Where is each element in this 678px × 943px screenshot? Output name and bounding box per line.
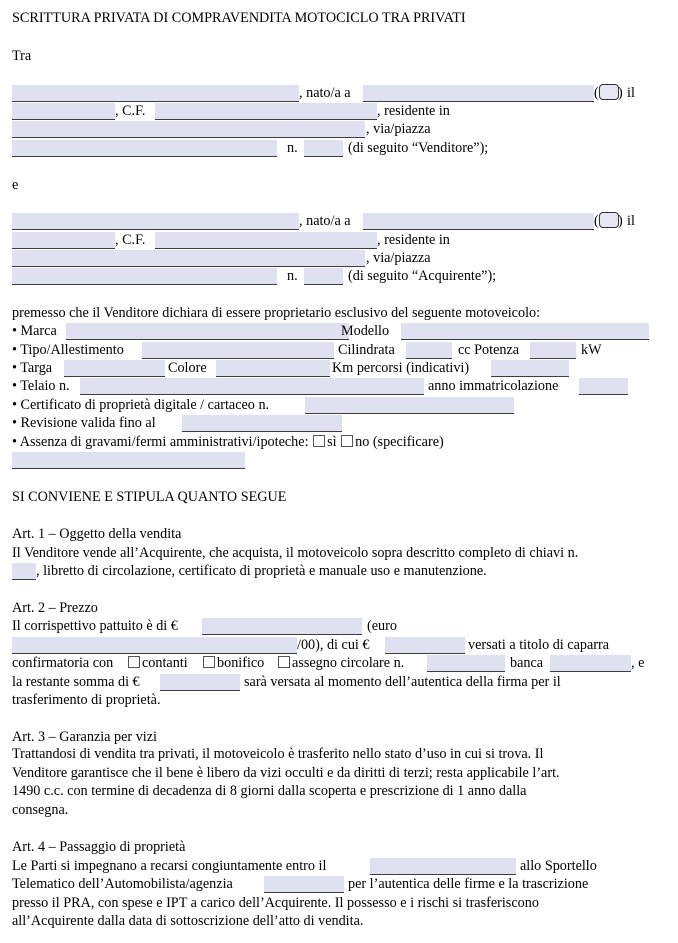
buyer-birthplace-field[interactable] <box>363 213 594 230</box>
banca-field[interactable] <box>550 655 631 672</box>
seller-birthplace-field[interactable] <box>363 85 594 102</box>
buyer-number-field[interactable] <box>304 268 343 285</box>
telaio-field[interactable] <box>80 378 424 395</box>
cilindrata-field[interactable] <box>406 342 452 359</box>
targa-field[interactable] <box>64 360 165 377</box>
agenzia-field[interactable] <box>264 876 344 893</box>
buyer-street-field[interactable] <box>12 268 277 285</box>
assegno-checkbox[interactable] <box>278 656 290 668</box>
km-field[interactable] <box>491 360 569 377</box>
marca-field[interactable] <box>66 323 349 340</box>
assegno-field[interactable] <box>427 655 505 672</box>
conviene-heading: SI CONVIENE E STIPULA QUANTO SEGUE <box>12 489 287 505</box>
entro-data-field[interactable] <box>370 858 516 875</box>
buyer-residence-field[interactable] <box>12 250 365 267</box>
art2-heading: Art. 2 – Prezzo <box>12 600 98 616</box>
specificare-field[interactable] <box>12 452 245 469</box>
seller-province-field[interactable] <box>599 84 619 100</box>
chiavi-field[interactable] <box>12 563 36 580</box>
buyer-cf-field[interactable] <box>155 232 377 249</box>
seller-birthdate-field[interactable] <box>12 103 115 120</box>
bonifico-checkbox[interactable] <box>203 656 215 668</box>
buyer-birthdate-field[interactable] <box>12 232 115 249</box>
certificato-field[interactable] <box>305 397 514 414</box>
tra-label: Tra <box>12 48 32 64</box>
art3-heading: Art. 3 – Garanzia per vizi <box>12 729 157 745</box>
art4-line3: presso il PRA, con spese e IPT a carico dell’Acquirente. Il possesso e i rischi si trasferiscono <box>12 895 539 911</box>
no-checkbox[interactable] <box>341 435 353 447</box>
art1-line1: Il Venditore vende all’Acquirente, che acquista, il motoveicolo sopra descritto completo di chiavi n. <box>12 545 579 561</box>
tipo-field[interactable] <box>142 342 334 359</box>
seller-residence-field[interactable] <box>12 121 365 138</box>
contanti-checkbox[interactable] <box>128 656 140 668</box>
document-title: SCRITTURA PRIVATA DI COMPRAVENDITA MOTOCICLO TRA PRIVATI <box>12 10 466 26</box>
revisione-field[interactable] <box>182 415 342 432</box>
si-checkbox[interactable] <box>313 435 325 447</box>
buyer-name-field[interactable] <box>12 213 299 230</box>
art4-heading: Art. 4 – Passaggio di proprietà <box>12 839 186 855</box>
buyer-province-field[interactable] <box>599 212 619 228</box>
prezzo-field[interactable] <box>202 618 362 635</box>
document-page: SCRITTURA PRIVATA DI COMPRAVENDITA MOTOCICLO TRA PRIVATI Tra , nato/a a ( ) il , C.F. , residente in , via/piazza n. (di seguito “Venditore”); e , nato/a a ( ) il , C.F. , residente in , via/piazza n. (di seguito “Acquirente”); premesso che il Venditore dichiara di essere proprietario esclusivo del seguente motoveicolo: • Marca Modello • Tipo/Allestimento Cilindrata cc Potenza kW • Targa Colore Km percorsi (indicativi) • Telaio n. anno immatricolazione • Certificato di proprietà digitale / cartaceo n. • Revisione valida fino al • Assenza di gravami/fermi amministrativi/ipoteche: sì no (specificare) SI CONVIENE E STIPULA QUANTO SEGUE Art. 1 – Oggetto della vendita Il Venditore vende all’Acquirente, che acquista, il motoveicolo sopra descritto completo di chiavi n. , libretto di circolazione, certificato di proprietà e manuale uso e manutenzione. Art. 2 – Prezzo Il corrispettivo pattuito è di € (euro /00), di cui € versati a titolo di caparra confirmatoria con contanti bonifico assegno circolare n. banca , e la restante somma di € sarà versata al momento dell’autentica della firma per il trasferimento di proprietà. Art. 3 – Garanzia per vizi Trattandosi di vendita tra privati, il motoveicolo è trasferito nello stato d’uso in cui si trova. Il Venditore garantisce che il bene è libero da vizi occulti e da diritti di terzi; resta applicabile l’art. 1490 c.c. con termine di decadenza di 8 giorni dalla scoperta e prescrizione di 1 anno dalla consegna. Art. 4 – Passaggio di proprietà Le Parti si impegnano a recarsi congiuntamente entro il allo Sportello Telematico dell’Automobilista/agenzia per l’autentica delle firme e la trascrizione presso il PRA, con spese e IPT a carico dell’Acquirente. Il possesso e i rischi si trasferiscono all’Acquirente dalla data di sottoscrizione dell’atto di vendita. <box>0 0 678 943</box>
modello-field[interactable] <box>401 323 649 340</box>
prezzo-lettere-field[interactable] <box>12 637 297 654</box>
seller-cf-field[interactable] <box>155 103 377 120</box>
art3-body: Trattandosi di vendita tra privati, il motoveicolo è trasferito nello stato d’uso in cui si trova. Il Venditore garantisce che il bene è libero da vizi occulti e da diritti di terzi; resta applicabile l’art. 1490 c.c. con termine di decadenza di 8 giorni dalla scoperta e prescrizione di 1 anno dalla consegna. <box>12 746 560 818</box>
colore-field[interactable] <box>216 360 330 377</box>
assenza-line: • Assenza di gravami/fermi amministrativi/ipoteche: sì no (specificare) <box>12 434 444 450</box>
caparra-field[interactable] <box>385 637 465 654</box>
art4-line4: all’Acquirente dalla data di sottoscrizione dell’atto di vendita. <box>12 913 364 929</box>
potenza-field[interactable] <box>530 342 576 359</box>
seller-street-field[interactable] <box>12 140 277 157</box>
e-label: e <box>12 177 19 193</box>
art2-line5: trasferimento di proprietà. <box>12 692 161 708</box>
anno-field[interactable] <box>579 378 628 395</box>
seller-number-field[interactable] <box>304 140 343 157</box>
restante-field[interactable] <box>160 674 240 691</box>
art1-heading: Art. 1 – Oggetto della vendita <box>12 526 182 542</box>
premesso-text: premesso che il Venditore dichiara di essere proprietario esclusivo del seguente motoveicolo: <box>12 305 541 321</box>
seller-name-field[interactable] <box>12 85 299 102</box>
